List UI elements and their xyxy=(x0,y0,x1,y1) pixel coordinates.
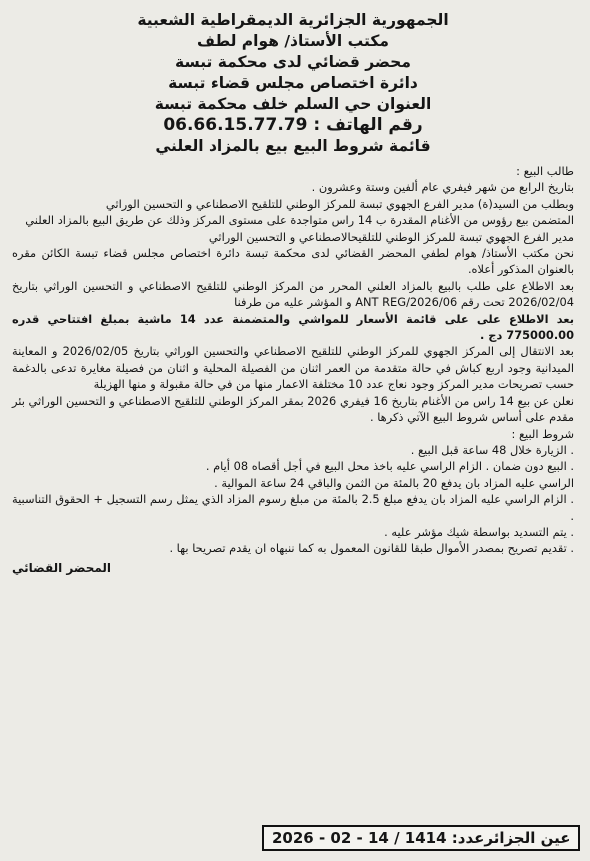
sale-subject: المتضمن بيع رؤوس من الأغنام المقدرة ب 14 راس متواجدة على مستوى المركز وذلك عن طريق البيع بالمزاد العلني xyxy=(25,213,574,228)
phone-number: رقم الهاتف : 06.66.15.77.79 xyxy=(163,115,423,135)
office-address: العنوان حي السلم خلف محكمة تبسة xyxy=(154,95,432,113)
condition-funds-declaration: . تقديم تصريح بمصدر الأموال طبقا للقانون المعمول به كما ننبهاه ان يقدم تصريحا بها . xyxy=(169,541,574,556)
request-reference: بعد الاطلاع على طلب بالبيع بالمزاد العلني المحرر من المركز الوطني للتلقيح الاصطناعي و التحسين الوراثي بتاريخ 2026/02/04 تحت رقم ANT REG/2026/06 و المؤشر عليه من طرفنا xyxy=(12,278,574,310)
sale-announcement: نعلن عن بيع 14 راس من الأغنام بتاريخ 16 فيفري 2026 بمقر المركز الوطني للتلقيح الاصطناعي و التحسين الوراثي بئر مقدم على أساس شروط البيع الآتي ذكرها . xyxy=(12,393,575,425)
condition-cheque: . يتم التسديد بواسطة شيك مؤشر عليه . xyxy=(384,524,574,539)
signature: المحضر القضائي xyxy=(12,560,112,575)
publication-reference: عين الجزائرعدد: 1414 / 14 - 02 - 2026 xyxy=(262,825,580,851)
condition-no-warranty: . البيع دون ضمان . الزام الراسي عليه باخذ محل البيع في أجل أقصاه 08 أيام . xyxy=(205,459,574,474)
notice-header xyxy=(12,10,574,157)
jurisdiction: دائرة اختصاص مجلس قضاء تبسة xyxy=(168,74,418,92)
price-list-paragraph: بعد الاطلاع على على قائمة الأسعار للمواشي والمتضمنة عدد 14 ماشية بمبلغ افتتاحي قدره 775000.00 دج . xyxy=(12,311,574,343)
bailiff-court: محضر قضائي لدى محكمة تبسة xyxy=(175,53,411,71)
condition-visit: . الزيارة خلال 48 ساعة قبل البيع . xyxy=(410,442,574,457)
bailiff-statement: نحن مكتب الأستاذ/ هوام لطفي المحضر القضائي لدى محكمة تبسة دائرة اختصاص مجلس قضاء تبسة الكائن مقره بالعنوان المذكور أعلاه. xyxy=(12,246,574,277)
condition-fees: . الزام الراسي عليه المزاد بان يدفع مبلغ 2.5 بالمئة من مبلغ رسوم المزاد الذي يمثل رسم التسجيل + الحقوق التناسبية . xyxy=(12,492,574,523)
notice-body xyxy=(12,163,574,557)
inspection-paragraph: بعد الانتقال إلى المركز الجهوي للمركز الوطني للتلقيح الاصطناعي والتحسين الوراثي بتاريخ 2026/02/05 و المعاينة الميدانية وجود اربع كباش في حالة متقدمة من العمر اثنان من الفصيلة المحلية و اثنان من فصيلة مغايرة تدعى بالدغمة حسب تصريحات مدير المركز وجود نعاج عدد 10 مختلفة الاعمار منها من في حالة مقبولة و منها الهزيلة xyxy=(12,344,574,392)
condition-payment: الراسي عليه المزاد بان يدفع 20 بالمئة من الثمن والباقي 24 ساعة الموالية . xyxy=(214,475,574,490)
notice-date: بتاريخ الرابع من شهر فيفري عام ألفين وستة وعشرون . xyxy=(311,180,574,195)
requester-title: مدير الفرع الجهوي تبسة للمركز الوطني للتلقيحالاصطناعي و التحسين الوراثي xyxy=(208,229,574,244)
request-paragraph: وبطلب من السيد(ة) مدير الفرع الجهوي تبسة للمركز الوطني للتلقيح الاصطناعي و التحسين الوراثي xyxy=(105,196,574,211)
office-name: مكتب الأستاذ/ هوام لطف xyxy=(197,32,389,50)
sale-requester-label: طالب البيع : xyxy=(516,164,574,178)
republic-title: الجمهورية الجزائرية الديمقراطية الشعبية xyxy=(137,11,449,29)
notice-title: قائمة شروط البيع بيع بالمزاد العلني xyxy=(155,137,431,155)
sale-conditions-label: شروط البيع : xyxy=(511,426,574,441)
